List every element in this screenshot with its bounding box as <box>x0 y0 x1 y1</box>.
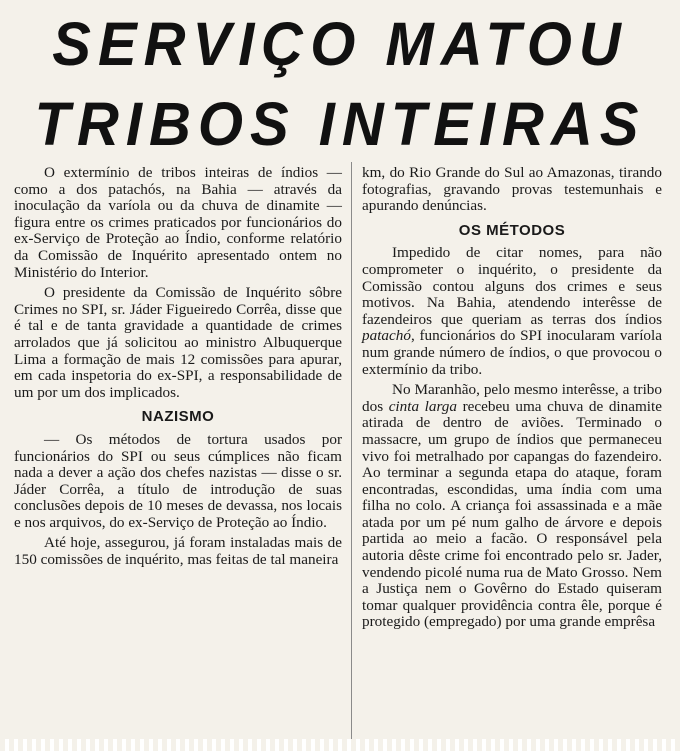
text-run: recebeu uma chuva de dinamite atirada de dentro de aviões. Terminado o massacre, um grupo de índios que permaneceu vivo foi metralhado por capangas do fazendeiro. Ao terminar a segunda etapa do ataque, foram encontradas, escondidas, uma índia com uma filha no colo. A criança foi assassinada e a mãe atada por um pé num galho de árvore e depois partida ao meio a facão. O responsável pela autoria dêste crime foi encontrado pelo sr. Jader, vendendo picolé numa rua de Mato Grosso. Nem a Justiça nem o Govêrno do Estado quiseram tomar qualquer providência contra êle, porque é protegido (empregado) por uma grande emprêsa <box>362 397 662 631</box>
paragraph: Até hoje, assegurou, já foram instaladas mais de 150 comissões de inquérito, mas feitas de tal maneira <box>14 534 342 569</box>
article-column-right <box>362 165 662 635</box>
column-divider <box>351 162 352 742</box>
paragraph: O presidente da Comissão de Inquérito sôbre Crimes no SPI, sr. Jáder Figueiredo Corrêa, disse que é tal e de tanta gravidade a quantidade de crimes arrolados que já solicitou ao ministro Albuquerque Lima a formação de mais 12 comissões para apurar, em cada inspetoria do ex-SPI, a responsabilidade de um por um dos implicados. <box>14 284 342 401</box>
text-run: No Maranhão, pelo mesmo interêsse, a tribo dos <box>362 381 662 415</box>
subheading-os-metodos: OS MÉTODOS <box>458 221 566 239</box>
headline-line-1: SERVIÇO MATOU <box>52 10 628 79</box>
paragraph: — Os métodos de tortura usados por funcionários do SPI ou seus cúmplices não ficam nada a dever a ação dos chefes nazistas — disse o sr. Jáder Corrêa, a título de introdução de suas conclusões depois de 10 meses de devassa, nos locais e nos arquivos, do ex-Serviço de Proteção ao Índio. <box>14 430 342 531</box>
text-run: Impedido de citar nomes, para não comprometer o inquérito, o presidente da Comissão contou alguns dos crimes e seus motivos. Na Bahia, atendendo interêsse de fazendeiros que queriam as terras dos índios <box>362 244 662 328</box>
paragraph: O extermínio de tribos inteiras de índios — como a dos patachós, na Bahia — através da inoculação da varíola ou da chuva de dinamite — figura entre os crimes praticados por funcionários do ex-Serviço de Proteção ao Índio, conforme relatório da Comissão de Inquérito apresentado ontem no Ministério do Interior. <box>14 164 342 281</box>
headline-line-2: TRIBOS INTEIRAS <box>34 90 646 159</box>
paragraph: km, do Rio Grande do Sul ao Amazonas, tirando fotografias, gravando provas testemunhais e apurando denúncias. <box>362 164 662 215</box>
paragraph <box>362 245 662 378</box>
italic-term: patachó <box>362 327 411 345</box>
paragraph <box>362 382 662 631</box>
italic-term: cinta larga <box>388 397 457 415</box>
torn-paper-edge <box>0 739 680 751</box>
text-run: , funcionários do SPI inocularam varíola num grande número de índios, o que provocou o extermínio da tribo. <box>362 327 662 378</box>
subheading-nazismo: NAZISMO <box>141 408 215 426</box>
article-column-left <box>14 165 342 573</box>
